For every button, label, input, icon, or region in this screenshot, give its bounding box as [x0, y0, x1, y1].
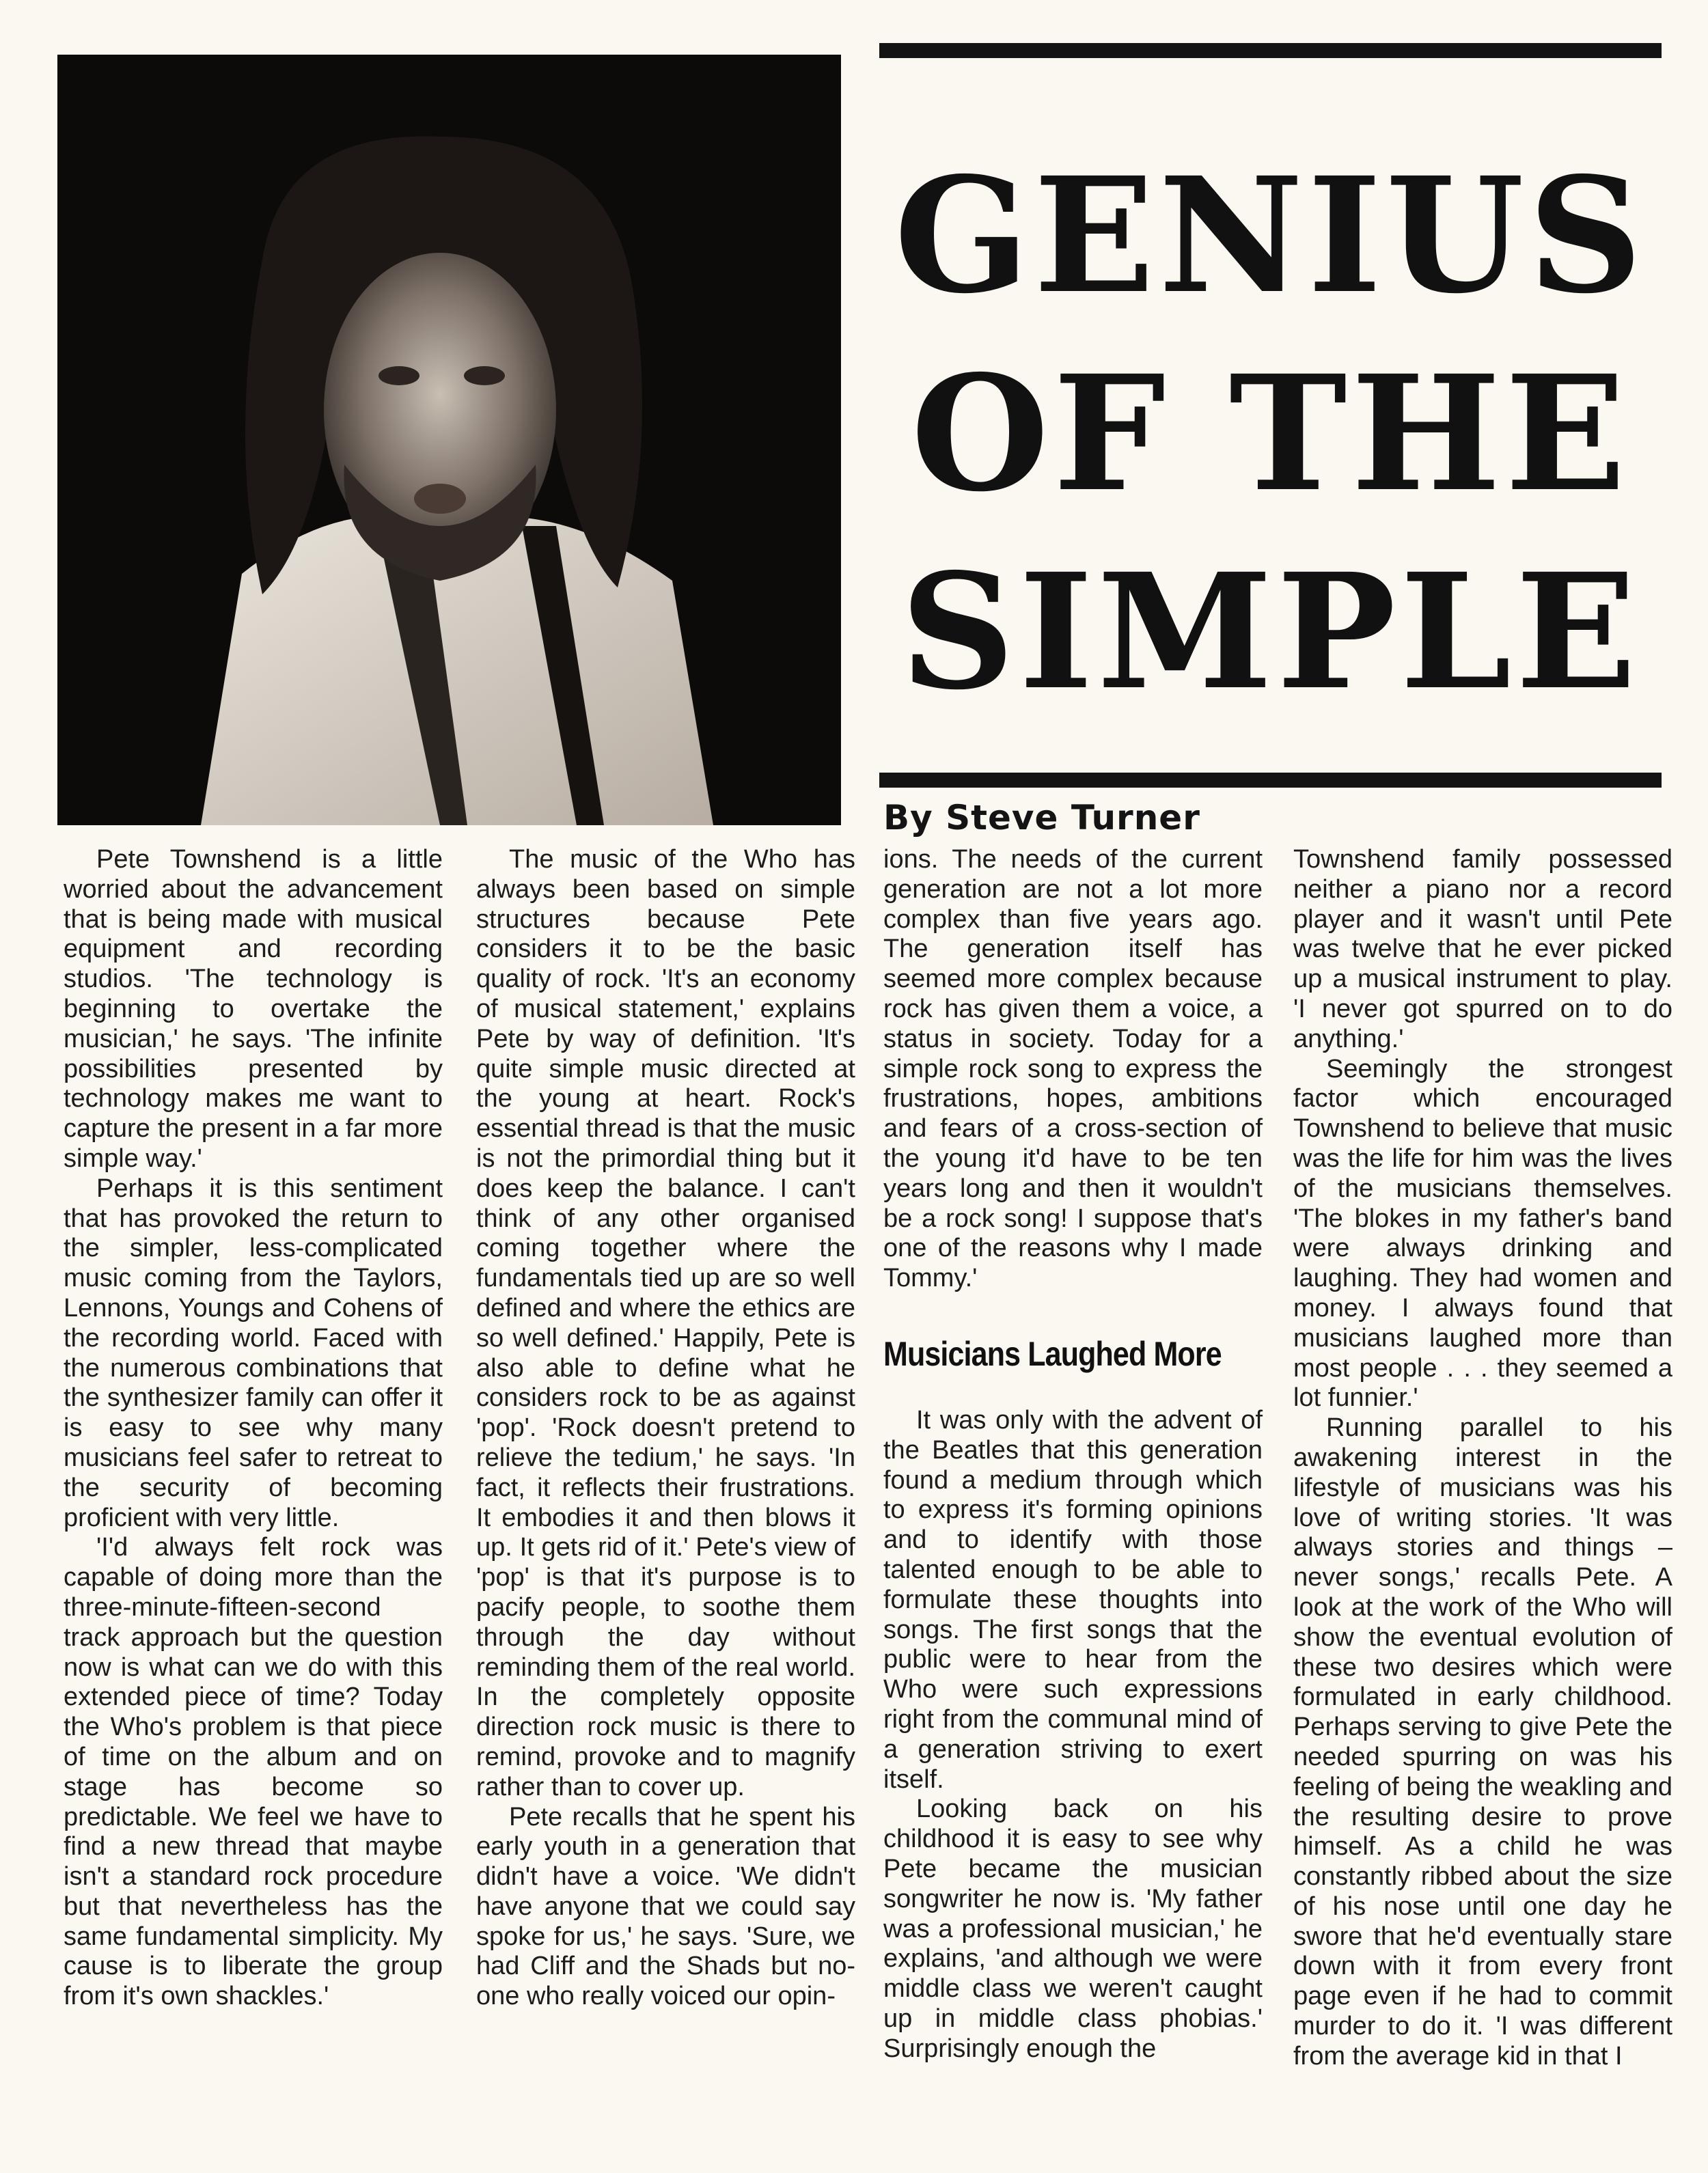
- paragraph: Seemingly the strongest factor which encouraged Townshend to believe that music was the life for him was the lives of the musicians themselves. 'The blokes in my father's band were always drinking and laughing. They had women and money. I always found that musicians laughed more than most people . . . they seemed a lot funnier.': [1293, 1054, 1672, 1413]
- paragraph: The music of the Who has always been based on simple structures because Pete considers it to be the basic quality of rock. 'It's an economy of musical statement,' explains Pete by way of definition. 'It's quite simple music directed at the young at heart. Rock's essential thread is that the music is not the primordial thing but it does keep the balance. I can't think of any other organised coming together where the fundamentals tied up are so well defined and where the ethics are so well defined.' Happily, Pete is also able to define what he considers rock to be as against 'pop'. 'Rock doesn't pretend to relieve the tedium,' he says. 'In fact, it reflects their frustrations. It embodies it and then blows it up. It gets rid of it.' Pete's view of 'pop' is that it's purpose is to pacify people, to soothe them through the day without reminding them of the real world. In the completely opposite direction rock music is there to remind, provoke and to magnify rather than to cover up.: [476, 845, 855, 1801]
- title-line-3: SIMPLE: [900, 538, 1641, 725]
- section-subheading: Musicians Laughed More: [883, 1334, 1222, 1373]
- paragraph: Looking back on his childhood it is easy to see why Pete became the musician songwriter he now is. 'My father was a professional musician,' he explains, 'and although we were middle class we weren't caught up in middle class phobias.' Surprisingly enough the: [883, 1795, 1263, 2063]
- text-column-4: [1293, 845, 1672, 2072]
- title-rule-bottom: [879, 773, 1662, 788]
- text-column-2: [476, 845, 855, 2012]
- paragraph: 'I'd always felt rock was capable of doing more than the three-minute-fifteen-second track approach but the question now is what can we do with this extended piece of time? Today the Who's problem is that piece of time on the album and on stage has become so predictable. We feel we have to find a new thread that maybe isn't a standard rock procedure but that nevertheless has the same fundamental simplicity. My cause is to liberate the group from it's own shackles.': [64, 1533, 443, 2011]
- article-title: [879, 137, 1662, 731]
- portrait-illustration: [57, 55, 841, 825]
- text-column-1: [64, 845, 443, 2012]
- portrait-photo: [57, 55, 841, 825]
- paragraph: Pete Townshend is a little worried about the advancement that is being made with musical equipment and recording studios. 'The technology is beginning to overtake the musician,' he says. 'The infinite possibilities presented by technology makes me want to capture the present in a far more simple way.': [64, 845, 443, 1173]
- title-line-2: OF THE: [911, 340, 1630, 527]
- paragraph: It was only with the advent of the Beatles that this generation found a medium through which to express it's forming opinions and to identify with those talented enough to be able to formulate these thoughts into songs. The first songs that the public were to hear from the Who were such expressions right from the communal mind of a generation striving to exert itself.: [883, 1405, 1263, 1794]
- byline: By Steve Turner: [883, 798, 1200, 838]
- title-line-1: GENIUS: [894, 142, 1647, 329]
- paragraph: ions. The needs of the current generation are not a lot more complex than five years ago. The generation itself has seemed more complex because rock has given them a voice, a status in society. Today for a simple rock song to express the frustrations, hopes, ambitions and fears of a cross-section of the young it'd have to be ten years long and then it wouldn't be a rock song! I suppose that's one of the reasons why I made Tommy.': [883, 845, 1263, 1293]
- text-column-3: [883, 845, 1263, 2064]
- paragraph: Pete recalls that he spent his early youth in a generation that didn't have a voice. 'We didn't have anyone that we could say spoke for us,' he says. 'Sure, we had Cliff and the Shads but no-one who really voiced our opin-: [476, 1802, 855, 2011]
- paragraph: Running parallel to his awakening interest in the lifestyle of musicians was his love of writing stories. 'It was always stories and things – never songs,' recalls Pete. A look at the work of the Who will show the eventual evolution of these two desires which were formulated in early childhood. Perhaps serving to give Pete the needed spurring on was his feeling of being the weakling and the resulting desire to prove himself. As a child he was constantly ribbed about the size of his nose until one day he swore that he'd eventually stare down with it from every front page even if he had to commit murder to do it. 'I was different from the average kid in that I: [1293, 1413, 1672, 2071]
- title-rule-top: [879, 43, 1662, 58]
- paragraph: Perhaps it is this sentiment that has provoked the return to the simpler, less-complicated music coming from the Taylors, Lennons, Youngs and Cohens of the recording world. Faced with the numerous combinations that the synthesizer family can offer it is easy to see why many musicians feel safer to retreat to the security of becoming proficient with very little.: [64, 1174, 443, 1532]
- paragraph: Townshend family possessed neither a piano nor a record player and it wasn't until Pete was twelve that he ever picked up a musical instrument to play. 'I never got spurred on to do anything.': [1293, 845, 1672, 1053]
